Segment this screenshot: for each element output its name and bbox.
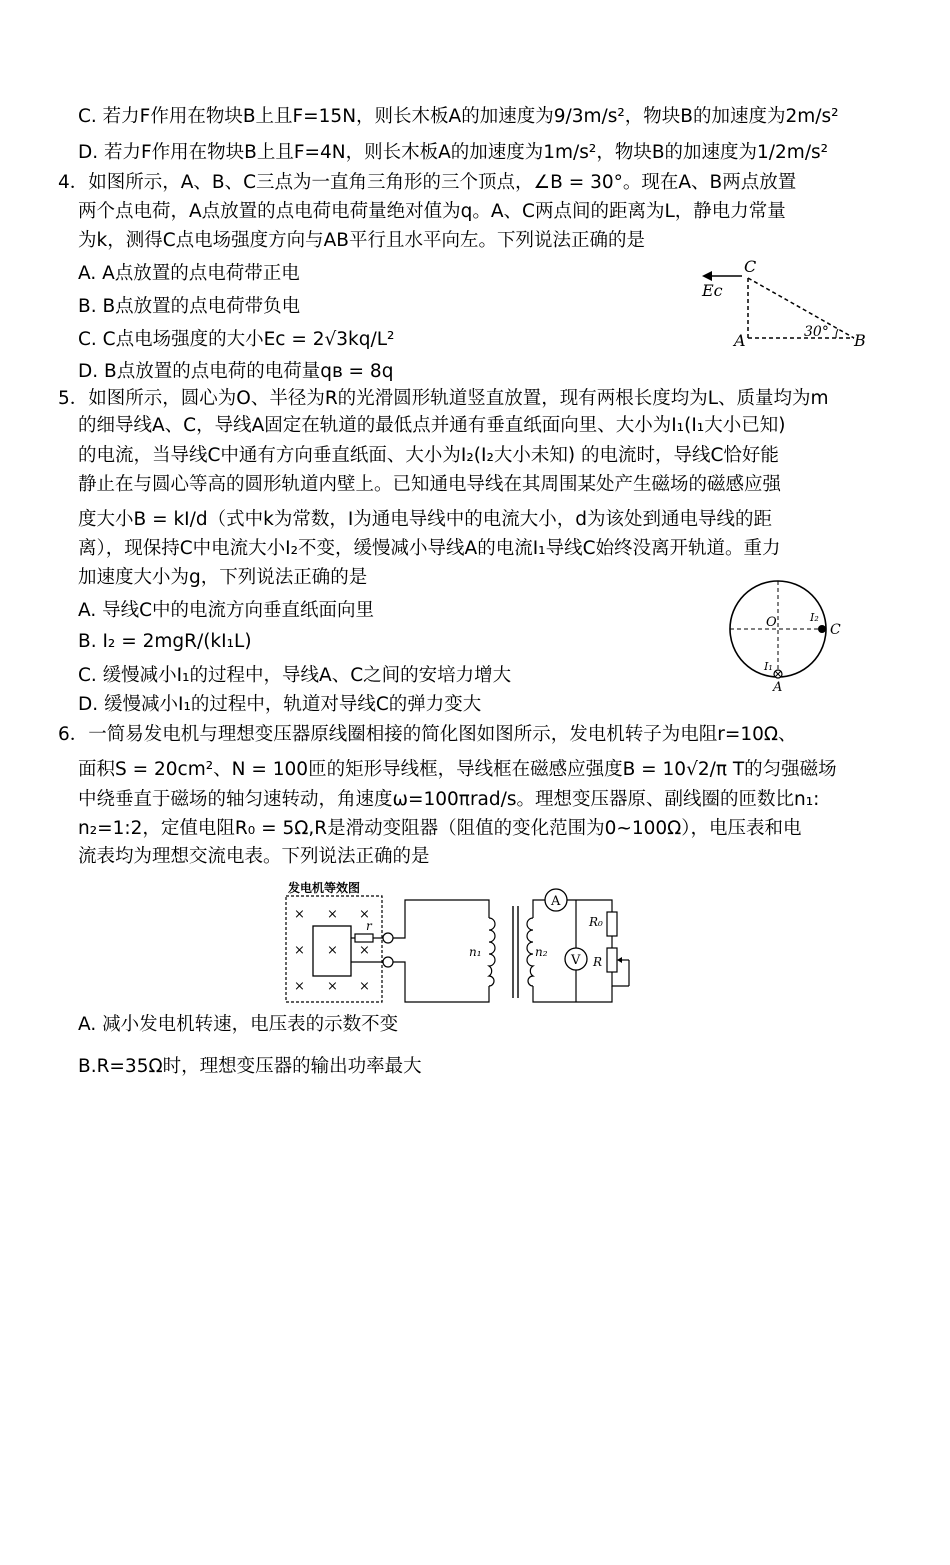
ec-arrow-head — [702, 271, 712, 281]
resistor-r — [355, 934, 373, 942]
q6-stem-line-4: n₂=1:2，定值电阻R₀ = 5Ω,R是滑动变阻器（阻值的变化范围为0~100Ω），电压表和电 — [78, 818, 802, 839]
wire-c-label: C — [830, 622, 841, 638]
vertex-c-label: C — [744, 257, 757, 276]
primary-wire-bottom — [393, 962, 489, 1002]
svg-text:×: × — [327, 979, 338, 994]
resistor-r0-label: R₀ — [589, 915, 603, 929]
primary-wire-top — [393, 900, 489, 938]
angle-label: 30° — [804, 324, 829, 340]
q4-stem-line-1: 4．如图所示，A、B、C三点为一直角三角形的三个顶点，∠B = 30°。现在A、B两点放置 — [58, 172, 797, 193]
svg-text:×: × — [327, 907, 338, 922]
q4-stem-line-2: 两个点电荷，A点放置的点电荷电荷量绝对值为q。A、C两点间的距离为L，静电力常量 — [78, 201, 786, 222]
svg-text:×: × — [294, 943, 305, 958]
q6-stem-line-2: 面积S = 20cm²、N = 100匝的矩形导线框，导线框在磁感应强度B = 10√2/π T的匀强磁场 — [78, 759, 837, 780]
triangle-field-figure — [696, 256, 876, 352]
q6-option-b: B.R=35Ω时，理想变压器的输出功率最大 — [78, 1056, 422, 1077]
current-i2-label: I₂ — [810, 611, 819, 624]
svg-text:×: × — [359, 907, 370, 922]
q5-option-c: C. 缓慢减小I₁的过程中，导线A、C之间的安培力增大 — [78, 665, 512, 686]
q5-stem-line-7: 加速度大小为g，下列说法正确的是 — [78, 567, 368, 588]
current-i1-label: I₁ — [764, 660, 773, 673]
ec-label: Ec — [702, 281, 723, 300]
rheostat-r-label: R — [593, 955, 603, 969]
secondary-coil — [527, 918, 533, 986]
segment-cb — [748, 278, 854, 338]
magnetic-field-crosses — [294, 907, 370, 994]
ammeter-label: A — [551, 894, 561, 909]
vertex-b-label: B — [854, 331, 866, 350]
q6-stem-line-3: 中绕垂直于磁场的轴匀速转动，角速度ω=100πrad/s。理想变压器原、副线圈的匝数比n₁: — [78, 789, 820, 810]
q6-stem-line-1: 6．一简易发电机与理想变压器原线圈相接的简化图如图所示，发电机转子为电阻r=10Ω、 — [58, 724, 797, 745]
circular-track-figure — [726, 578, 856, 696]
generator-title: 发电机等效图 — [288, 881, 361, 895]
q3-option-c: C. 若力F作用在物块B上且F=15N，则长木板A的加速度为9/3m/s²，物块B的加速度为2m/s² — [78, 106, 839, 127]
q4-option-c: C. C点电场强度的大小Eᴄ = 2√3kq/L² — [78, 329, 395, 350]
wire-c-dot — [818, 625, 826, 633]
resistor-r-label: r — [366, 919, 372, 933]
wire-a-label: A — [773, 680, 783, 695]
q5-stem-line-3: 的电流，当导线C中通有方向垂直纸面、大小为I₂(I₂大小未知) 的电流时，导线C恰好能 — [78, 445, 779, 466]
secondary-wire-top — [533, 900, 545, 918]
q4-option-a: A. A点放置的点电荷带正电 — [78, 263, 300, 284]
q5-stem-line-5: 度大小B = kI/d（式中k为常数，I为通电导线中的电流大小，d为该处到通电导线的距 — [78, 509, 773, 530]
svg-text:×: × — [294, 907, 305, 922]
q5-stem-line-4: 静止在与圆心等高的圆形轨道内壁上。已知通电导线在其周围某处产生磁场的磁感应强 — [78, 474, 782, 495]
secondary-wire-bottom — [533, 986, 612, 1002]
rheostat-slider-head — [617, 957, 622, 963]
slip-ring-bottom — [383, 957, 393, 967]
q5-stem-line-6: 离），现保持C中电流大小I₂不变，缓慢减小导线A的电流I₁导线C始终没离开轨道。重力 — [78, 538, 781, 559]
voltmeter-label: V — [571, 953, 581, 968]
q5-option-a: A. 导线C中的电流方向垂直纸面向里 — [78, 600, 375, 621]
q6-stem-line-5: 流表均为理想交流电表。下列说法正确的是 — [78, 846, 430, 867]
slip-ring-top — [383, 933, 393, 943]
q6-option-a: A. 减小发电机转速，电压表的示数不变 — [78, 1014, 399, 1035]
q5-option-b: B. I₂ = 2mgR/(kI₁L) — [78, 631, 252, 652]
q5-stem-line-2: 的细导线A、C，导线A固定在轨道的最低点并通有垂直纸面向里、大小为I₁(I₁大小已知) — [78, 415, 786, 436]
secondary-n2-label: n₂ — [535, 945, 548, 959]
svg-text:×: × — [294, 979, 305, 994]
q4-stem-line-3: 为k，测得C点电场强度方向与AB平行且水平向左。下列说法正确的是 — [78, 230, 645, 251]
rheostat-r — [607, 948, 617, 972]
vertex-a-label: A — [734, 331, 746, 350]
primary-coil — [489, 918, 495, 986]
generator-transformer-circuit — [283, 878, 633, 1008]
resistor-r0 — [607, 912, 617, 936]
primary-n1-label: n₁ — [469, 945, 482, 959]
q5-stem-line-1: 5．如图所示，圆心为O、半径为R的光滑圆形轨道竖直放置，现有两根长度均为L、质量均为m — [58, 388, 829, 409]
angle-arc — [836, 329, 838, 338]
load-wire-bottom — [612, 972, 629, 986]
center-o-label: O — [766, 615, 777, 630]
q3-option-d: D. 若力F作用在物块B上且F=4N，则长木板A的加速度为1m/s²，物块B的加速度为1/2m/s² — [78, 142, 829, 163]
svg-text:×: × — [327, 943, 338, 958]
q4-option-d: D. B点放置的点电荷的电荷量qʙ = 8q — [78, 361, 394, 382]
load-wire-top — [567, 900, 612, 912]
q5-option-d: D. 缓慢减小I₁的过程中，轨道对导线C的弹力变大 — [78, 694, 482, 715]
svg-text:×: × — [359, 943, 370, 958]
svg-text:×: × — [359, 979, 370, 994]
q4-option-b: B. B点放置的点电荷带负电 — [78, 296, 301, 317]
